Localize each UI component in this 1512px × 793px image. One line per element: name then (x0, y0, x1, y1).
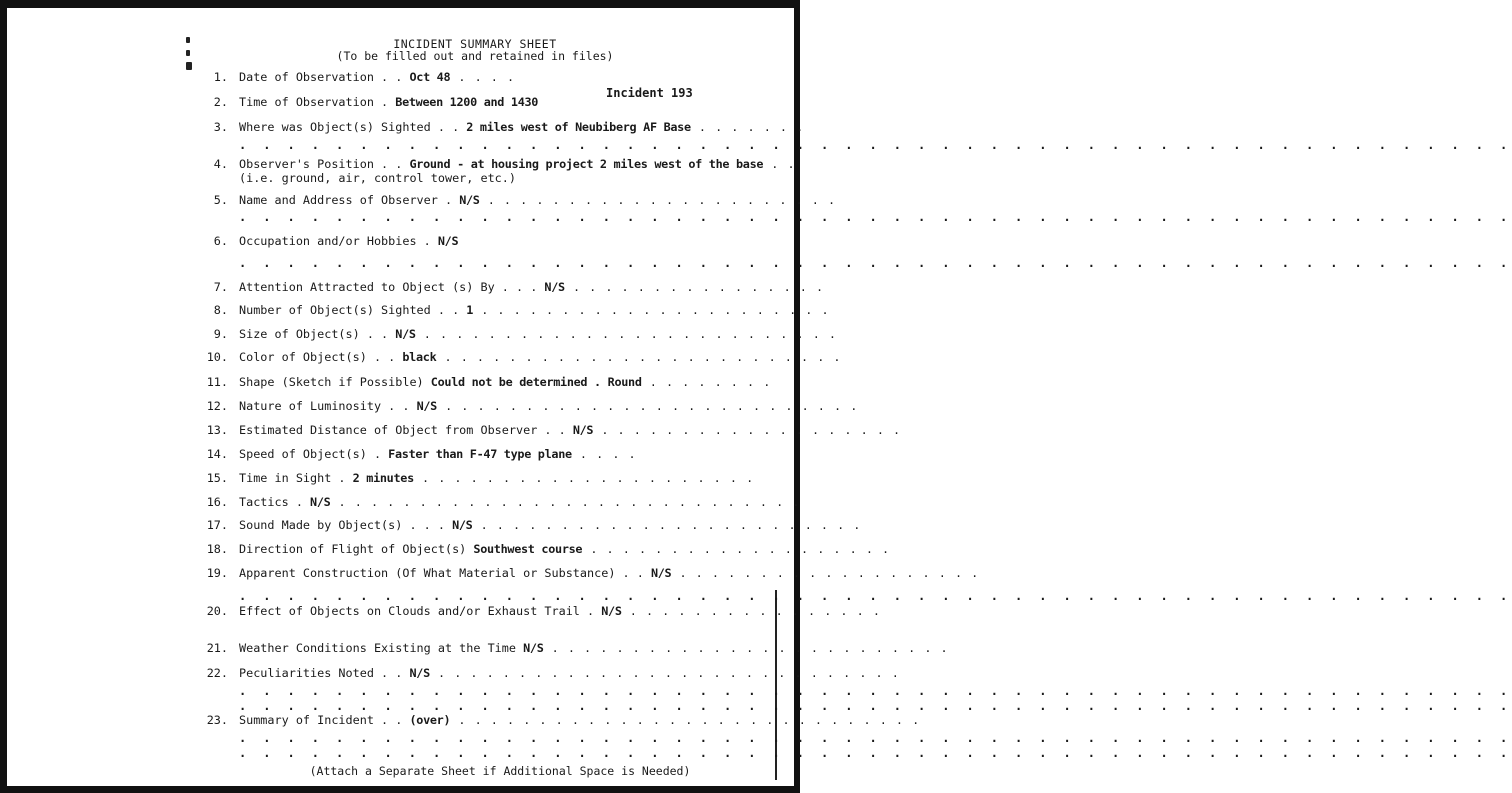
item-number: 8. (213, 303, 228, 317)
item-question (239, 375, 771, 389)
item-label: Apparent Construction (Of What Material or Substance) . . (239, 566, 644, 580)
form-item-11 (0, 375, 780, 393)
item-label: Size of Object(s) . . (239, 327, 389, 341)
item-answer: N/S (544, 280, 565, 294)
form-item-23 (0, 713, 921, 731)
item-label: Summary of Incident . . (239, 713, 403, 727)
item-number: 10. (206, 350, 228, 364)
item-label: Date of Observation . . (239, 70, 403, 84)
item-label: Estimated Distance of Object from Observer . . (239, 423, 566, 437)
item-number: 9. (213, 327, 228, 341)
item-4-note: (i.e. ground, air, control tower, etc.) (239, 171, 516, 185)
item-number: 3. (213, 120, 228, 134)
dotted-line: . . . . . . . . . . . . . . . . . . . . . . . . . . . . . . . . . . . . . . . . . . . . . . . . . . . . . (239, 256, 1512, 270)
form-item-14 (0, 447, 780, 465)
item-number: 1. (213, 70, 228, 84)
item-trailing-dots: . . . . . . . . . . . . . . . . (564, 280, 825, 294)
dotted-line: . . . . . . . . . . . . . . . . . . . . . . . . . . . . . . . . . . . . . . . . . . . . . . . . . . . . . (239, 210, 1512, 224)
dotted-line: . . . . . . . . . . . . . . . . . . . . . . . . . . . . . . . . . . . . . . . . . . . . . . . . . . . . . (239, 589, 1512, 603)
item-answer: 1 (466, 303, 474, 317)
item-label: Color of Object(s) . . (239, 350, 396, 364)
item-question (239, 350, 842, 364)
item-question (239, 303, 830, 317)
item-answer: N/S (601, 604, 622, 618)
item-question (239, 518, 861, 532)
item-label: Where was Object(s) Sighted . . (239, 120, 460, 134)
item-answer: N/S (572, 423, 594, 437)
item-number: 12. (206, 399, 228, 413)
form-item-13 (0, 423, 902, 441)
item-answer: 2 minutes (352, 471, 414, 485)
item-trailing-dots: . . . . . . . . . . . . . . . . . . . . . . . . . . . . . (429, 666, 900, 680)
item-question (239, 471, 754, 485)
item-label: Time of Observation . (239, 95, 389, 109)
form-item-2 (0, 95, 780, 113)
item-answer: N/S (310, 495, 331, 509)
item-number: 19. (206, 566, 228, 580)
item-number: 2. (213, 95, 228, 109)
item-label: Name and Address of Observer . (239, 193, 453, 207)
item-trailing-dots: . . (763, 157, 796, 171)
item-answer: N/S (452, 518, 473, 532)
form-item-10 (0, 350, 842, 368)
form-item-12 (0, 399, 859, 417)
form-item-3 (0, 120, 805, 138)
form-item-22 (0, 666, 900, 684)
item-question (239, 566, 979, 580)
item-label: Effect of Objects on Clouds and/or Exhaust Trail . (239, 604, 595, 618)
item-answer: Oct 48 (409, 70, 451, 84)
form-item-18 (0, 542, 891, 560)
item-trailing-dots: . . . . (571, 447, 637, 461)
item-number: 5. (213, 193, 228, 207)
item-label: Attention Attracted to Object (s) By . . . (239, 280, 538, 294)
item-trailing-dots: . . . . . . . . . . . . . . . . . . . . . . (479, 193, 837, 207)
item-answer: N/S (395, 327, 416, 341)
item-question (239, 95, 538, 109)
form-item-15 (0, 471, 780, 489)
item-label: Number of Object(s) Sighted . . (239, 303, 460, 317)
item-label: Nature of Luminosity . . (239, 399, 410, 413)
form-item-20 (0, 604, 881, 622)
form-item-19 (0, 566, 980, 584)
item-label: Shape (Sketch if Possible) (239, 375, 424, 389)
form-item-6 (0, 234, 780, 252)
form-item-17 (0, 518, 862, 536)
form-item-21 (0, 641, 949, 659)
item-question (239, 713, 920, 727)
item-trailing-dots: . . . . . . . . (641, 375, 772, 389)
form-subtitle: (To be filled out and retained in files) (336, 49, 614, 63)
item-trailing-dots: . . . . . . . . . . . . . . . . . . . . . . . . . . . . . (450, 713, 921, 727)
item-number: 18. (206, 542, 228, 556)
item-answer: 2 miles west of Neubiberg AF Base (466, 120, 691, 134)
item-question (239, 120, 804, 134)
item-trailing-dots: . . . . . . . . . . . . . . . . . . . . . . . . . (436, 350, 842, 364)
item-number: 4. (213, 157, 228, 171)
item-number: 13. (206, 423, 228, 437)
item-trailing-dots: . . . . . . . . . . . . . . . . . . . . . . . . . . (415, 327, 838, 341)
item-number: 17. (206, 518, 228, 532)
item-number: 15. (206, 471, 228, 485)
item-label: Speed of Object(s) . (239, 447, 382, 461)
item-question (239, 447, 637, 461)
item-number: 20. (206, 604, 228, 618)
item-number: 23. (206, 713, 228, 727)
item-answer: Ground - at housing project 2 miles west of the base (409, 157, 764, 171)
item-answer: (over) (409, 713, 451, 727)
item-label: Peculiarities Noted . . (239, 666, 403, 680)
item-label: Time in Sight . (239, 471, 346, 485)
dotted-line: . . . . . . . . . . . . . . . . . . . . . . . . . . . . . . . . . . . . . . . . . . . . . . . . . . . . . (239, 684, 1512, 698)
form-title: INCIDENT SUMMARY SHEET (393, 37, 557, 51)
item-label: Tactics . (239, 495, 303, 509)
item-number: 14. (206, 447, 228, 461)
item-question (239, 157, 796, 171)
item-answer: N/S (409, 666, 430, 680)
item-question (239, 604, 881, 618)
item-answer: N/S (523, 641, 544, 655)
item-question (239, 666, 900, 680)
form-footer: (Attach a Separate Sheet if Additional Space is Needed) (309, 764, 691, 778)
item-question (239, 399, 858, 413)
form-item-8 (0, 303, 830, 321)
item-answer: Could not be determined . Round (430, 375, 642, 389)
item-question (239, 327, 837, 341)
item-trailing-dots: . . . . . . . . . . . . . . . . . . . . . . . . . . (437, 399, 859, 413)
item-trailing-dots: . . . . . . . . . . . . . . . . . . . . . . . . . (543, 641, 949, 655)
item-question (239, 495, 800, 509)
item-trailing-dots: . . . . . . . (690, 120, 805, 134)
item-label: Sound Made by Object(s) . . . (239, 518, 445, 532)
item-label: Direction of Flight of Object(s) (239, 542, 467, 556)
item-question (239, 70, 515, 84)
binder-mark (186, 62, 192, 70)
item-question (239, 280, 824, 294)
item-answer: black (402, 350, 437, 364)
item-number: 16. (206, 495, 228, 509)
item-answer: Southwest course (473, 542, 583, 556)
item-answer: N/S (459, 193, 480, 207)
item-trailing-dots: . . . . . . . . . . . . . . . . . . . . . (413, 471, 755, 485)
item-number: 11. (206, 375, 228, 389)
item-trailing-dots: . . . . . . . . . . . . . . . . . . . (671, 566, 980, 580)
form-item-9 (0, 327, 838, 345)
item-label: Occupation and/or Hobbies . (239, 234, 431, 248)
dotted-line: . . . . . . . . . . . . . . . . . . . . . . . . . . . . . . . . . . . . . . . . . . . . . . . . . . . . . (239, 731, 1512, 745)
incident-number: Incident 193 (606, 86, 693, 100)
dotted-line: . . . . . . . . . . . . . . . . . . . . . . . . . . . . . . . . . . . . . . . . . . . . . . . . . . . . . (239, 746, 1512, 760)
item-trailing-dots: . . . . . . . . . . . . . . . . . . . (593, 423, 902, 437)
item-answer: Between 1200 and 1430 (395, 95, 539, 109)
form-item-7 (0, 280, 825, 298)
item-answer: Faster than F-47 type plane (388, 447, 572, 461)
item-question (239, 423, 901, 437)
form-item-1 (0, 70, 780, 88)
item-label: Weather Conditions Existing at the Time (239, 641, 516, 655)
dotted-line: . . . . . . . . . . . . . . . . . . . . . . . . . . . . . . . . . . . . . . . . . . . . . . . . . . . . . (239, 138, 1512, 152)
item-number: 7. (213, 280, 228, 294)
item-question (239, 193, 836, 207)
dotted-line: . . . . . . . . . . . . . . . . . . . . . . . . . . . . . . . . . . . . . . . . . . . . . . . . . . . . . (239, 699, 1512, 713)
item-question (239, 542, 890, 556)
item-answer: N/S (650, 566, 672, 580)
item-trailing-dots: . . . . . . . . . . . . . . . . . . . . . . . . (472, 518, 862, 532)
item-answer: N/S (416, 399, 437, 413)
item-number: 22. (206, 666, 228, 680)
item-trailing-dots: . . . . . . . . . . . . . . . . . . . . . . . . . . . . . (330, 495, 801, 509)
item-trailing-dots: . . . . . . . . . . . . . . . . (621, 604, 881, 618)
item-question (239, 641, 949, 655)
item-trailing-dots: . . . . . . . . . . . . . . . . . . . . . . (473, 303, 830, 317)
scan-border-top (0, 0, 800, 8)
item-answer: N/S (437, 234, 459, 248)
scan-border-bottom (0, 786, 800, 793)
form-item-5 (0, 193, 837, 211)
item-number: 21. (206, 641, 228, 655)
item-trailing-dots: . . . . (450, 70, 516, 84)
item-trailing-dots: . . . . . . . . . . . . . . . . . . . (582, 542, 891, 556)
item-question (239, 234, 458, 248)
form-item-16 (0, 495, 801, 513)
item-number: 6. (213, 234, 228, 248)
item-label: Observer's Position . . (239, 157, 403, 171)
